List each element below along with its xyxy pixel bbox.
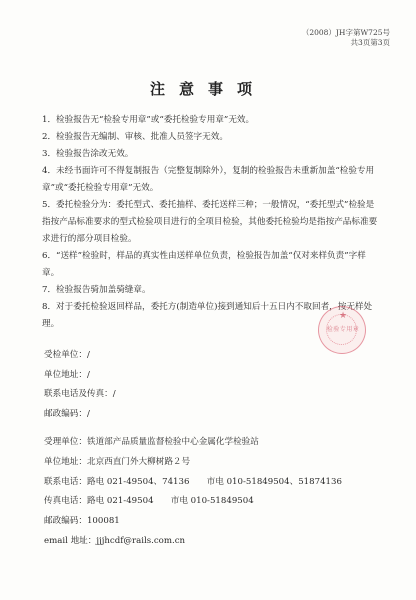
lab-postcode: 邮政编码：100081 (44, 516, 120, 527)
note-item: 2．检验报告无编制、审核、批准人员签字无效。 (42, 132, 228, 142)
client-address: 单位地址：/ (44, 369, 90, 380)
page-count: 共3页第3页 (350, 38, 390, 47)
lab-phone: 联系电话：路电 021-49504、74136 市电 010-51849504、51874136 (44, 476, 342, 487)
note-item: 4．未经书面许可不得复制报告（完整复制除外），复制的检验报告未重新加盖“检验专用章”或“委托检验专用章”无效。 (42, 166, 375, 193)
client-postcode: 邮政编码：/ (44, 408, 90, 419)
stamp-text: 检验专用章 (326, 326, 360, 333)
lab-name: 受理单位：铁道部产品质量监督检验中心金属化学检验站 (44, 437, 259, 447)
lab-email: email 地址：jjjhcdf@rails.com.cn (44, 535, 186, 546)
note-item: 6．“送样”检验时，样品的真实性由送样单位负责，检验报告加盖“仅对来样负责”字样章。 (42, 251, 366, 278)
client-unit: 受检单位：/ (44, 350, 90, 360)
report-number: （2008）JH字第W725号 (301, 28, 390, 37)
lab-fax: 传真电话：路电 021-49504 市电 010-51849504 (44, 496, 254, 507)
client-info (44, 346, 374, 424)
note-item: 1．检验报告无“检验专用章”或“委托检验专用章”无效。 (42, 115, 255, 125)
page-title: 注意事项 (149, 80, 266, 98)
note-item: 8．对于委托检验返回样品，委托方(制造单位)接到通知后十五日内不取回者，按无样处理。 (42, 302, 373, 329)
note-item: 7．检验报告骑加盖骑缝章。 (42, 285, 151, 295)
note-item: 5．委托检验分为：委托型式、委托抽样、委托送样三种；一般情况，“委托型式”检验是指按产品标准要求的型式检验项目进行的全项目检验，其他委托检验均是指按产品标准要求进行的部分项目检验。 (42, 200, 378, 244)
report-reference (302, 28, 390, 48)
note-item: 3．检验报告涂改无效。 (42, 149, 134, 159)
lab-address: 单位地址：北京西直门外大柳树路２号 (44, 456, 191, 467)
star-icon: ★ (338, 311, 348, 321)
client-contact: 联系电话及传真：/ (44, 389, 116, 399)
notes-list (42, 112, 382, 333)
lab-info (44, 433, 384, 552)
